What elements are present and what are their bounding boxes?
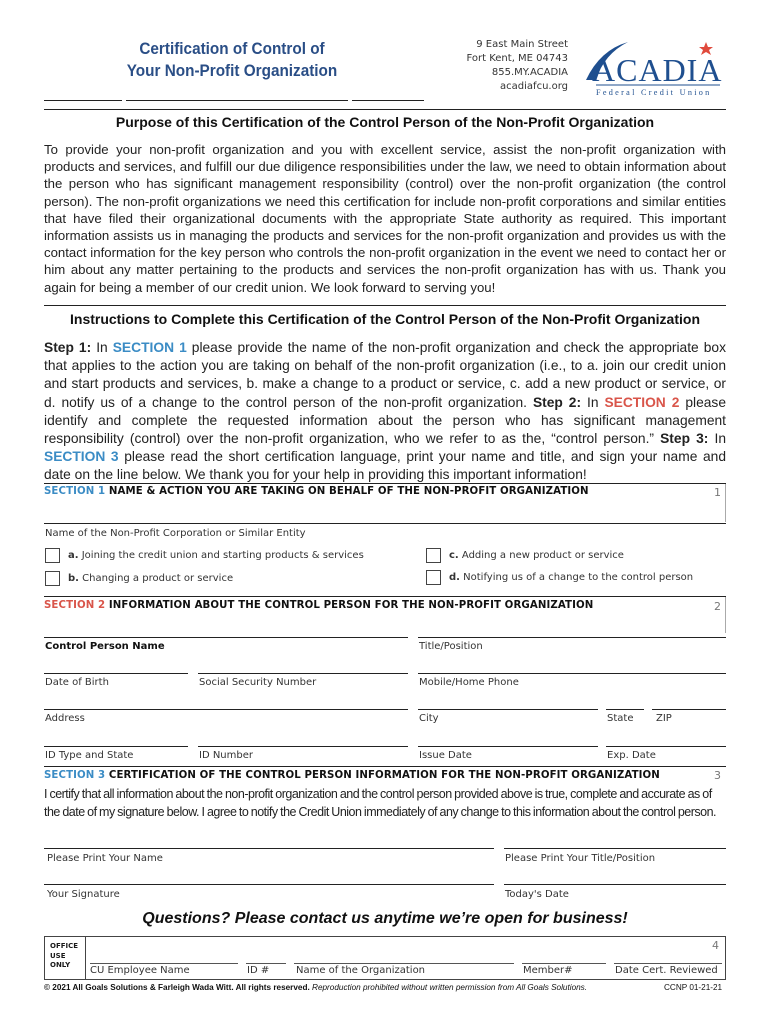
issue-date-label: Issue Date [419, 750, 472, 761]
section3-rule [44, 766, 726, 767]
print-name-line[interactable] [44, 848, 494, 849]
entity-name-label: Name of the Non-Profit Corporation or Similar Entity [45, 528, 306, 539]
questions-banner: Questions? Please contact us anytime we’re open for business! [142, 910, 628, 927]
exp-date-line[interactable] [606, 746, 726, 747]
section1-number: 1 [714, 486, 721, 499]
print-title-label: Please Print Your Title/Position [505, 853, 656, 864]
reviewed-line[interactable] [614, 963, 722, 964]
section2-header: SECTION 2 INFORMATION ABOUT THE CONTROL PERSON FOR THE NON-PROFIT ORGANIZATION [44, 600, 594, 611]
option-b-checkbox[interactable] [45, 571, 60, 586]
dob-line[interactable] [44, 673, 188, 674]
option-d-checkbox[interactable] [426, 570, 441, 585]
acadia-logo [582, 36, 726, 98]
header-rule [44, 100, 122, 101]
section1-header: SECTION 1 NAME & ACTION YOU ARE TAKING ON BEHALF OF THE NON-PROFIT ORGANIZATION [44, 486, 589, 497]
print-name-label: Please Print Your Name [47, 853, 163, 864]
certification-text: I certify that all information about the non-profit organization and the control person provided above is true, complete and accurate as of the date of my signature below. I agree to notify the Credit Union immediately of any change to this information about the control person. [44, 787, 717, 819]
option-d-label: d. Notifying us of a change to the control person [449, 572, 694, 583]
office-number: 4 [712, 939, 719, 952]
phone-label: Mobile/Home Phone [419, 677, 519, 688]
option-a-checkbox[interactable] [45, 548, 60, 563]
address-web: acadiafcu.org [500, 81, 568, 92]
member-label: Member# [523, 965, 573, 976]
instructions-heading: Instructions to Complete this Certification of the Control Person of the Non-Profit Organization [70, 311, 700, 327]
issue-date-line[interactable] [418, 746, 598, 747]
state-label: State [607, 713, 634, 724]
address-street: 9 East Main Street [476, 39, 568, 50]
employee-line[interactable] [90, 963, 238, 964]
header-rule [126, 100, 348, 101]
address-line[interactable] [44, 709, 408, 710]
title-line-2: Your Non-Profit Organization [126, 61, 338, 80]
entity-name-line[interactable] [44, 523, 726, 524]
print-title-line[interactable] [504, 848, 726, 849]
control-name-label: Control Person Name [45, 641, 165, 652]
reproduction-notice: Reproduction prohibited without written permission from All Goals Solutions. [312, 983, 588, 992]
reviewed-label: Date Cert. Reviewed [615, 965, 718, 976]
instructions-text: Step 1: In SECTION 1 please provide the name of the non-profit organization and check the appropriate box that applies to the action you are taking on behalf of the non-profit organization (i.e., to a. join our credit union and start products and services, b. make a change to a product or service, c. add a new product or service, or d. notify us of a change to the control person of the non-profit organization. Step 2: In SECTION 2 please identify and complete the requested information about the person who has significant management responsibility (control) over the non-profit organization, who we refer to as the, “control person.” Step 3: In SECTION 3 please read the short certification language, print your name and title, and sign your name and date on the line below. We thank you for your help in providing this important information! [44, 340, 726, 483]
divider [44, 109, 726, 110]
title-line-1: Certification of Control of [139, 39, 325, 58]
option-c-checkbox[interactable] [426, 548, 441, 563]
section3-number: 3 [714, 769, 721, 782]
phone-line[interactable] [418, 673, 726, 674]
section1-edge [725, 484, 726, 522]
step1-label: Step 1: [44, 340, 92, 355]
section3-ref: SECTION 3 [44, 449, 119, 465]
address-label: Address [45, 713, 85, 724]
org-label: Name of the Organization [296, 965, 426, 976]
section3-header: SECTION 3 CERTIFICATION OF THE CONTROL PERSON INFORMATION FOR THE NON-PROFIT ORGANIZATION [44, 770, 660, 781]
state-line[interactable] [606, 709, 644, 710]
address-block [440, 38, 568, 94]
copyright: © 2021 All Goals Solutions & Farleigh Wada Witt. All rights reserved. [44, 983, 310, 992]
member-line[interactable] [522, 963, 606, 964]
org-line[interactable] [294, 963, 514, 964]
title-position-label: Title/Position [419, 641, 483, 652]
step2-label: Step 2: [532, 394, 582, 410]
option-c-label: c. Adding a new product or service [449, 550, 624, 561]
address-phone: 855.MY.ACADIA [491, 67, 568, 78]
id-number-label: ID Number [199, 750, 253, 761]
title-position-line[interactable] [418, 637, 726, 638]
address-city: Fort Kent, ME 04743 [466, 53, 568, 64]
employee-label: CU Employee Name [90, 965, 190, 976]
id-type-label: ID Type and State [45, 750, 134, 761]
zip-label: ZIP [656, 713, 672, 724]
id-number-line[interactable] [198, 746, 408, 747]
footer [44, 983, 587, 992]
form-code: CCNP 01-21-21 [664, 983, 723, 992]
option-a-label: a. Joining the credit union and starting products & services [68, 550, 364, 561]
id-label: ID # [247, 965, 270, 976]
city-label: City [419, 713, 439, 724]
id-line[interactable] [246, 963, 286, 964]
logo-subtitle: Federal Credit Union [596, 88, 712, 97]
section2-number: 2 [714, 600, 721, 613]
office-use-label: OFFICE USE ONLY [44, 936, 86, 980]
section1-rule [44, 483, 726, 484]
ssn-line[interactable] [198, 673, 408, 674]
divider [44, 305, 726, 306]
signature-label: Your Signature [47, 889, 120, 900]
purpose-heading: Purpose of this Certification of the Control Person of the Non-Profit Organization [115, 114, 655, 130]
section2-rule [44, 596, 726, 597]
section2-ref: SECTION 2 [604, 394, 680, 410]
purpose-text: To provide your non-profit organization and you with excellent service, assist the non-profit organization with products and services, and fulfill our due diligence responsibilities under the law, we need to obtain information about the person who has significant management responsibility (control) over the non-profit organization (the control person). The non-profit organizations we need this certification for include non-profit corporations and similar entities that have filed their organizational documents with the appropriate State authority as required. This important information assists us in managing the products and services for the non-profit organization and provides us with the contact information for the key person who controls the non-profit organization in the event we need to contact her or him about any matter pertaining to the products and services the non-profit organization has with us. Thank you again for being a member of our credit union. We look forward to serving you! [44, 142, 726, 295]
logo-wordmark: ACADIA [592, 52, 723, 88]
dob-label: Date of Birth [45, 677, 109, 688]
option-b-label: b. Changing a product or service [68, 573, 234, 584]
signature-line[interactable] [44, 884, 494, 885]
zip-line[interactable] [652, 709, 726, 710]
id-type-line[interactable] [44, 746, 188, 747]
date-label: Today's Date [505, 889, 569, 900]
control-name-line[interactable] [44, 637, 408, 638]
exp-date-label: Exp. Date [607, 750, 656, 761]
section2-edge [725, 597, 726, 633]
city-line[interactable] [418, 709, 598, 710]
step3-label: Step 3: [660, 431, 709, 447]
section1-ref: SECTION 1 [112, 340, 187, 355]
document-title [110, 38, 355, 82]
ssn-label: Social Security Number [199, 677, 317, 688]
date-line[interactable] [504, 884, 726, 885]
header-rule [352, 100, 424, 101]
